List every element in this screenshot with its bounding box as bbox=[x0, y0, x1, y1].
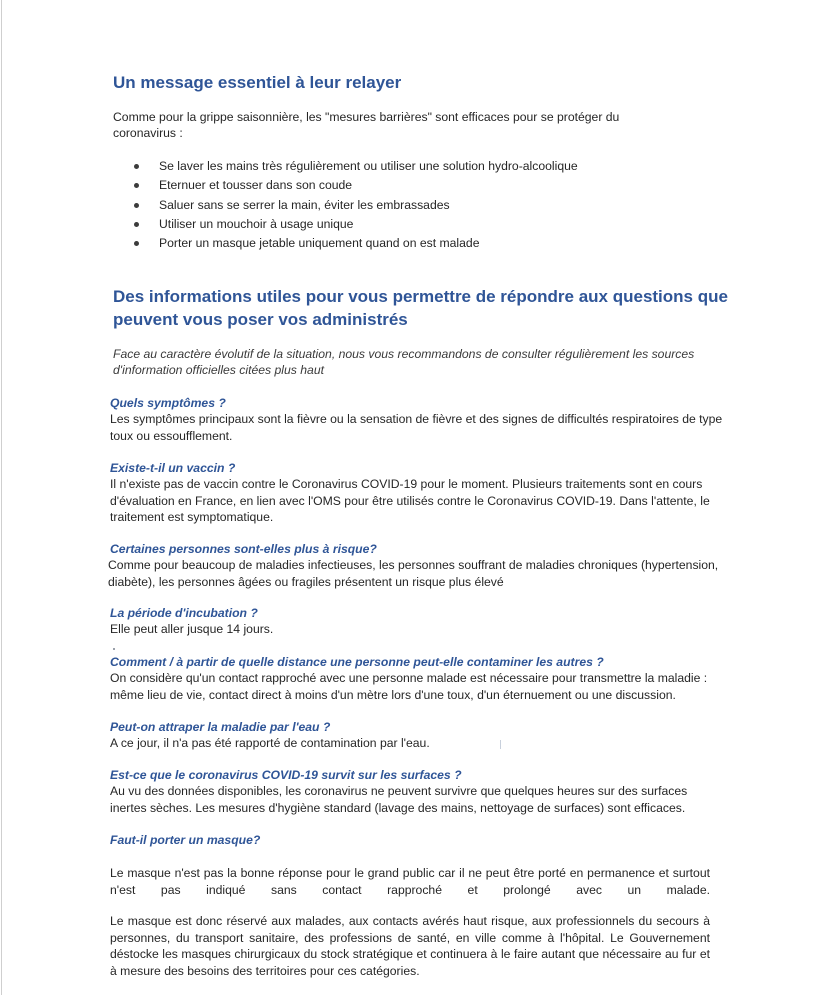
list-item: Saluer sans se serrer la main, éviter les embrassades bbox=[113, 196, 633, 215]
bullet-icon bbox=[134, 183, 139, 188]
faq-answer: Il n'existe pas de vaccin contre le Coronavirus COVID-19 pour le moment. Plusieurs traitements sont en cours d'évaluation en France, en lien avec l'OMS pour être utilisés contre le Coronavirus COVID-19. Dans l'attente, le traitement est symptomatique. bbox=[110, 477, 710, 524]
bullet-icon bbox=[134, 164, 139, 169]
faq-question: Peut-on attraper la maladie par l'eau ? bbox=[110, 720, 331, 734]
faq-question: Faut-il porter un masque? bbox=[110, 833, 261, 847]
faq-question: Est-ce que le coronavirus COVID-19 survit sur les surfaces ? bbox=[110, 768, 462, 782]
faq-question: Certaines personnes sont-elles plus à risque? bbox=[110, 542, 377, 556]
list-item: Utiliser un mouchoir à usage unique bbox=[113, 215, 633, 234]
list-item: Eternuer et tousser dans son coude bbox=[113, 176, 633, 195]
list-item: Se laver les mains très régulièrement ou utiliser une solution hydro-alcoolique bbox=[113, 157, 633, 176]
faq-answer: On considère qu'un contact rapproché avec une personne malade est nécessaire pour transmettre la maladie : même lieu de vie, contact direct à moins d'un mètre lors d'une toux, d'un éternuement ou une discussion. bbox=[110, 671, 708, 702]
section1-title: Un message essentiel à leur relayer bbox=[113, 73, 402, 92]
faq-answer: Les symptômes principaux sont la fièvre ou la sensation de fièvre et des signes de difficultés respiratoires de type toux ou essoufflement. bbox=[110, 412, 723, 443]
faq-answer: Au vu des données disponibles, les coronavirus ne peuvent survivre que quelques heures sur des surfaces inertes sèches. Les mesures d'hygiène standard (lavage des mains, nettoyage de surfaces) sont efficaces. bbox=[110, 784, 688, 815]
faq-question: Comment / à partir de quelle distance une personne peut-elle contaminer les autres ? bbox=[110, 655, 604, 669]
faq-answer: Elle peut aller jusque 14 jours. bbox=[110, 622, 274, 636]
scan-speck bbox=[113, 648, 115, 650]
faq-answer: Comme pour beaucoup de maladies infectieuses, les personnes souffrant de maladies chroniques (hypertension, diabète), les personnes âgées ou fragiles présentent un risque plus élevé bbox=[108, 558, 719, 589]
faq-question: La période d'incubation ? bbox=[110, 606, 258, 620]
bullet-icon bbox=[134, 203, 139, 208]
barrier-measures-list bbox=[113, 157, 633, 253]
section2-title-line2: peuvent vous poser vos administrés bbox=[113, 310, 408, 329]
section2-title-line1: Des informations utiles pour vous permettre de répondre aux questions que bbox=[113, 287, 728, 306]
faq-answer: A ce jour, il n'a pas été rapporté de contamination par l'eau. bbox=[110, 736, 430, 750]
faq-question: Existe-t-il un vaccin ? bbox=[110, 461, 236, 475]
section1-intro: Comme pour la grippe saisonnière, les "mesures barrières" sont efficaces pour se protéger du coronavirus : bbox=[113, 110, 620, 140]
masque-paragraph-1: Le masque n'est pas la bonne réponse pour le grand public car il ne peut être porté en permanence et surtout n'est pas indiqué sans contact rapproché et prolongé avec un malade. bbox=[110, 866, 710, 897]
masque-paragraph-2: Le masque est donc réservé aux malades, aux contacts avérés haut risque, aux professionnels du secours à personnes, du transport sanitaire, des professions de santé, en ville comme à l'hôpital. Le Gouvernement déstocke les masques chirurgicaux du stock stratégique et continuera à le faire autant que nécessaire au fur et à mesure des besoins des territoires pour ces catégories. bbox=[110, 914, 710, 978]
scan-speck bbox=[500, 740, 501, 749]
list-item: Porter un masque jetable uniquement quand on est malade bbox=[113, 234, 633, 253]
faq-question: Quels symptômes ? bbox=[110, 396, 226, 410]
section2-intro: Face au caractère évolutif de la situation, nous vous recommandons de consulter régulièrement les sources d'information officielles citées plus haut bbox=[113, 347, 695, 377]
bullet-icon bbox=[134, 241, 139, 246]
bullet-icon bbox=[134, 222, 139, 227]
scan-edge bbox=[1, 0, 2, 995]
